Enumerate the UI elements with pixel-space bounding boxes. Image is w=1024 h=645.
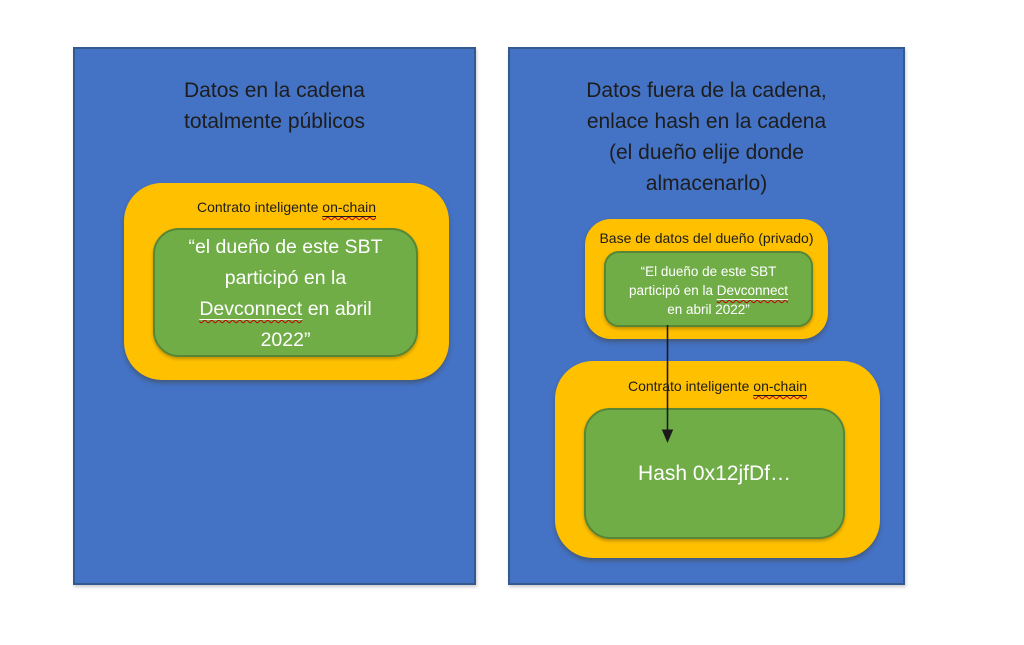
spellchecked-word: Devconnect bbox=[716, 283, 789, 298]
smart-contract-label-right bbox=[555, 377, 880, 396]
spellchecked-word: Devconnect bbox=[199, 298, 303, 320]
label-text: Base de datos del dueño (privado) bbox=[599, 230, 814, 246]
sbt-text-line: participó en la Devconnect bbox=[628, 283, 789, 298]
hash-text: Hash 0x12jfDf… bbox=[638, 461, 791, 485]
spellchecked-word: on-chain bbox=[753, 378, 807, 394]
sbt-text-line: participó en la bbox=[224, 267, 347, 289]
right-panel-title bbox=[510, 75, 903, 199]
title-line: totalmente públicos bbox=[184, 110, 365, 133]
sbt-text-line: Devconnect en abril bbox=[199, 298, 372, 320]
left-panel-title bbox=[75, 75, 474, 137]
sbt-text-line: en abril 2022” bbox=[667, 302, 750, 317]
sbt-data-box-right bbox=[604, 251, 813, 327]
title-line: Datos fuera de la cadena, bbox=[586, 79, 827, 102]
sbt-text-line: “el dueño de este SBT bbox=[188, 236, 383, 258]
title-line: Datos en la cadena bbox=[184, 79, 365, 102]
private-database-label bbox=[585, 229, 828, 248]
title-line: enlace hash en la cadena bbox=[586, 110, 827, 133]
smart-contract-box-right bbox=[555, 361, 880, 558]
hash-box bbox=[584, 408, 845, 539]
right-panel-off-chain bbox=[508, 47, 905, 585]
private-database-box bbox=[585, 219, 828, 339]
title-line: (el dueño elije donde bbox=[609, 141, 804, 164]
sbt-data-box-left bbox=[153, 228, 418, 357]
sbt-text-line: 2022” bbox=[260, 329, 311, 351]
label-text: Contrato inteligente bbox=[196, 199, 323, 215]
smart-contract-label-left bbox=[124, 198, 449, 217]
spellchecked-word: on-chain bbox=[322, 199, 376, 215]
sbt-text-line: “El dueño de este SBT bbox=[640, 264, 777, 279]
label-text: Contrato inteligente bbox=[627, 378, 754, 394]
smart-contract-box-left bbox=[124, 183, 449, 380]
title-line: almacenarlo) bbox=[645, 172, 768, 195]
left-panel-on-chain bbox=[73, 47, 476, 585]
